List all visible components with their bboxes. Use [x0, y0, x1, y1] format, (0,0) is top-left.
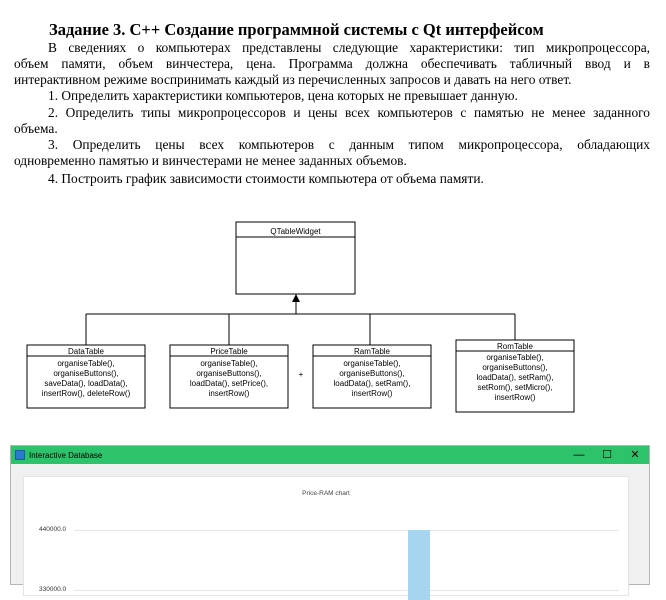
- window-controls: [565, 446, 649, 464]
- inheritance-arrow: [292, 294, 300, 302]
- window-title: Interactive Database: [29, 450, 103, 460]
- gridline-1: [74, 530, 619, 531]
- separator-mark: +: [298, 370, 304, 379]
- chart-bar: [408, 530, 430, 600]
- chart-title: Price-RAM chart: [302, 490, 350, 497]
- gridline-2: [74, 590, 619, 591]
- intro-line-3: интерактивном режиме воспринимать каждый из перечисленных запросов и давать на него ответ.: [14, 72, 572, 87]
- assignment-title: Задание 3. C++ Создание программной системы с Qt интерфейсом: [49, 20, 544, 39]
- class-name-pricetable: PriceTable: [210, 347, 248, 356]
- class-methods-pricetable: organiseTable(), organiseButtons(), loadData(), setPrice(), insertRow(): [189, 359, 269, 398]
- chart-panel: [23, 476, 629, 596]
- class-name-ramtable: RamTable: [353, 347, 390, 356]
- class-name-datatable: DataTable: [67, 347, 105, 356]
- base-class-name: QTableWidget: [270, 227, 321, 236]
- task-4: 4. Построить график зависимости стоимости компьютера от объема памяти.: [48, 171, 484, 186]
- uml-class-diagram: [0, 210, 666, 425]
- class-methods-romtable: organiseTable(), organiseButtons(), loadData(), setRam(), setRom(), setMicro(), insertRow(): [476, 353, 554, 402]
- close-button[interactable]: ✕: [630, 449, 640, 461]
- intro-line-2: объем памяти, объем винчестера, цена. Программа должна обеспечивать табличный ввод и в: [14, 56, 650, 71]
- title-bar[interactable]: [11, 446, 649, 464]
- task-2-line-2: объема.: [14, 121, 58, 136]
- class-methods-datatable: organiseTable(), organiseButtons(), saveData(), loadData(), insertRow(), deleteRow(): [41, 359, 131, 398]
- minimize-button[interactable]: —: [573, 449, 585, 461]
- task-3-line-2: одновременно памятью и винчестерами не менее заданных объемов.: [14, 153, 407, 168]
- app-window: [10, 445, 650, 593]
- y-tick-label-2: 330000.0: [39, 586, 67, 593]
- app-icon: [15, 450, 25, 460]
- intro-line-1: В сведениях о компьютерах представлены следующие характеристики: тип микропроцессора,: [48, 40, 650, 55]
- task-3-line-1: 3. Определить цены всех компьютеров с данным типом микропроцессора, обладающих: [48, 137, 650, 152]
- task-2-line-1: 2. Определить типы микропроцессоров и цены всех компьютеров с памятью не менее заданного: [48, 105, 650, 120]
- class-name-romtable: RomTable: [496, 342, 533, 351]
- class-methods-ramtable: organiseTable(), organiseButtons(), loadData(), setRam(), insertRow(): [333, 359, 411, 398]
- y-tick-label-1: 440000.0: [39, 526, 67, 533]
- task-1: 1. Определить характеристики компьютеров, цена которых не превышает данную.: [48, 88, 518, 103]
- maximize-button[interactable]: ☐: [602, 449, 612, 461]
